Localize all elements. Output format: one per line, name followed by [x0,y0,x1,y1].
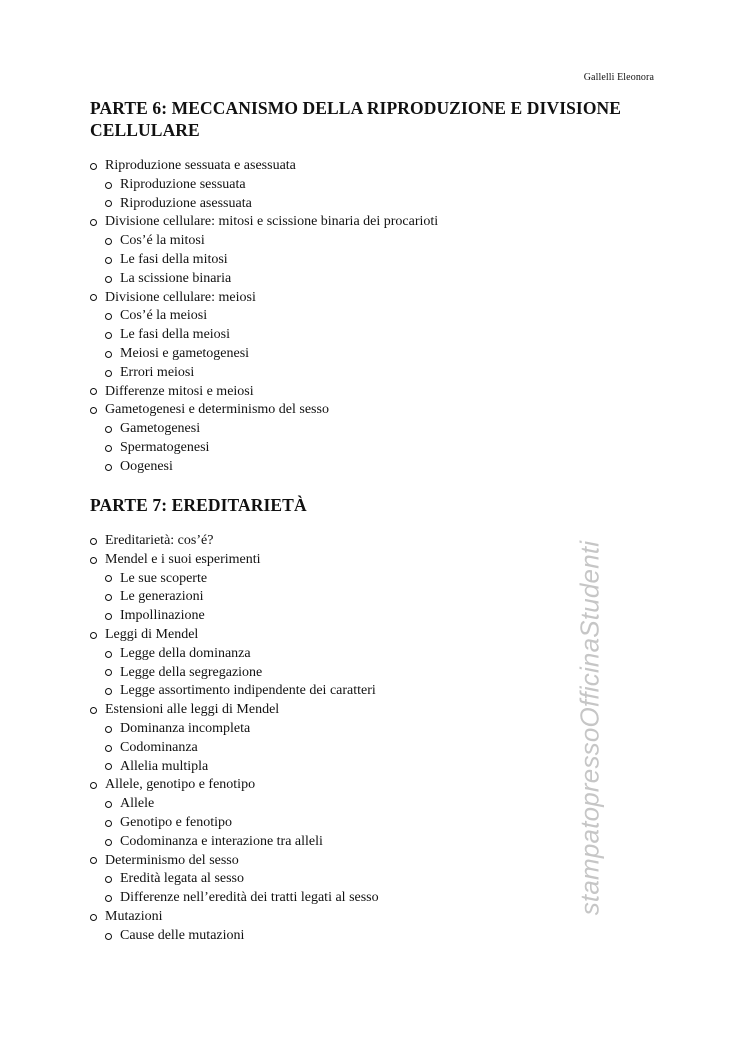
subtopic-list [90,307,650,382]
circle-bullet-icon [90,388,97,395]
subtopic-label: Legge della dominanza [120,645,251,661]
circle-bullet-icon [105,669,112,676]
topic-label: Ereditarietà: cos’é? [105,533,214,548]
subtopic-label: Le fasi della mitosi [120,251,228,267]
subtopic-label: La scissione binaria [120,270,232,286]
subtopic-label: Errori meiosi [120,364,195,380]
subtopic-item [90,270,650,289]
subtopic-item [90,814,650,833]
topic-label: Determinismo del sesso [105,852,239,868]
subtopic-item [90,758,650,777]
circle-bullet-icon [90,782,97,789]
subtopic-item [90,927,650,946]
section-title: PARTE 6: MECCANISMO DELLA RIPRODUZIONE E DIVISIONE CELLULARE [90,98,622,140]
circle-bullet-icon [105,801,112,808]
topic-item [90,157,650,176]
subtopic-label: Riproduzione asessuata [120,195,252,211]
subtopic-list [90,176,650,214]
circle-bullet-icon [105,445,112,452]
subtopic-item [90,645,650,664]
topic-label: Divisione cellulare: meiosi [105,289,256,305]
circle-bullet-icon [90,163,97,170]
subtopic-list [90,795,650,851]
topic-label: Mendel e i suoi esperimenti [105,551,261,567]
subtopic-item [90,458,650,477]
topic-item [90,852,650,871]
subtopic-list [90,927,650,946]
circle-bullet-icon [90,707,97,714]
topic-item [90,289,650,308]
circle-bullet-icon [105,238,112,245]
topic-label: Divisione cellulare: mitosi e scissione binaria dei procarioti [105,214,439,230]
circle-bullet-icon [105,313,112,320]
subtopic-label: Eredità legata al sesso [120,871,245,887]
subtopic-label: Codominanza e interazione tra alleli [120,833,323,849]
circle-bullet-icon [90,632,97,639]
subtopic-label: Meiosi e gametogenesi [120,345,250,361]
subtopic-item [90,795,650,814]
author-header: Gallelli Eleonora [583,72,654,83]
subtopic-item [90,232,650,251]
circle-bullet-icon [105,464,112,471]
subtopic-item [90,833,650,852]
topic-item [90,383,650,402]
subtopic-label: Cause delle mutazioni [120,927,245,943]
topic-label: Allele, genotipo e fenotipo [105,777,256,793]
topic-label: Riproduzione sessuata e asessuata [105,158,296,173]
circle-bullet-icon [105,594,112,601]
circle-bullet-icon [105,370,112,377]
subtopic-item [90,420,650,439]
circle-bullet-icon [90,857,97,864]
subtopic-label: Cos’é la mitosi [120,233,205,249]
circle-bullet-icon [105,876,112,883]
subtopic-item [90,326,650,345]
circle-bullet-icon [105,820,112,827]
circle-bullet-icon [105,351,112,358]
subtopic-item [90,176,650,195]
subtopic-item [90,720,650,739]
circle-bullet-icon [105,182,112,189]
subtopic-item [90,345,650,364]
circle-bullet-icon [90,294,97,301]
subtopic-item [90,251,650,270]
subtopic-label: Legge della segregazione [120,664,263,680]
circle-bullet-icon [105,575,112,582]
subtopic-list [90,420,650,476]
subtopic-list [90,570,650,626]
subtopic-item [90,195,650,214]
circle-bullet-icon [105,895,112,902]
circle-bullet-icon [105,276,112,283]
topic-item [90,213,650,232]
circle-bullet-icon [105,332,112,339]
subtopic-item [90,889,650,908]
watermark: stampatopressoOfficinaStudenti [574,540,605,916]
subtopic-label: Genotipo e fenotipo [120,814,232,830]
circle-bullet-icon [105,651,112,658]
subtopic-item [90,607,650,626]
topic-item [90,776,650,795]
circle-bullet-icon [90,538,97,545]
topic-label: Leggi di Mendel [105,626,199,642]
subtopic-item [90,439,650,458]
circle-bullet-icon [105,763,112,770]
circle-bullet-icon [105,426,112,433]
circle-bullet-icon [105,726,112,733]
subtopic-label: Allelia multipla [120,758,209,774]
subtopic-label: Le generazioni [120,589,204,605]
circle-bullet-icon [105,688,112,695]
subtopic-label: Le fasi della meiosi [120,327,231,343]
subtopic-label: Cos’é la meiosi [120,308,208,324]
topic-item [90,532,650,551]
circle-bullet-icon [105,933,112,940]
subtopic-item [90,570,650,589]
subtopic-label: Differenze nell’eredità dei tratti legati al sesso [120,890,379,906]
section-title: PARTE 7: EREDITARIETÀ [90,495,307,515]
subtopic-label: Dominanza incompleta [120,720,251,736]
subtopic-label: Impollinazione [120,608,205,624]
subtopic-label: Allele [120,796,155,812]
circle-bullet-icon [105,613,112,620]
subtopic-item [90,307,650,326]
topic-item [90,626,650,645]
topic-list [90,157,650,477]
subtopic-label: Legge assortimento indipendente dei caratteri [120,683,376,699]
topic-label: Gametogenesi e determinismo del sesso [105,402,329,418]
subtopic-label: Gametogenesi [120,421,201,437]
subtopic-list [90,870,650,908]
subtopic-label: Le sue scoperte [120,570,208,586]
topic-item [90,908,650,927]
circle-bullet-icon [90,219,97,226]
subtopic-list [90,720,650,776]
subtopic-label: Codominanza [120,739,198,755]
subtopic-item [90,588,650,607]
topic-item [90,401,650,420]
circle-bullet-icon [90,914,97,921]
subtopic-list [90,232,650,288]
subtopic-label: Riproduzione sessuata [120,176,246,192]
circle-bullet-icon [90,557,97,564]
topic-item [90,701,650,720]
topic-item [90,551,650,570]
subtopic-label: Spermatogenesi [120,439,210,455]
circle-bullet-icon [105,839,112,846]
topic-label: Differenze mitosi e meiosi [105,383,254,399]
subtopic-item [90,739,650,758]
topic-list [90,532,650,946]
subtopic-item [90,870,650,889]
circle-bullet-icon [105,257,112,264]
subtopic-item [90,664,650,683]
subtopic-item [90,682,650,701]
circle-bullet-icon [90,407,97,414]
subtopic-item [90,364,650,383]
section-parte-6 [90,97,650,477]
section-parte-7 [90,494,650,946]
subtopic-list [90,645,650,701]
topic-label: Mutazioni [105,908,163,924]
subtopic-label: Oogenesi [120,458,173,474]
circle-bullet-icon [105,745,112,752]
topic-label: Estensioni alle leggi di Mendel [105,702,280,718]
circle-bullet-icon [105,200,112,207]
